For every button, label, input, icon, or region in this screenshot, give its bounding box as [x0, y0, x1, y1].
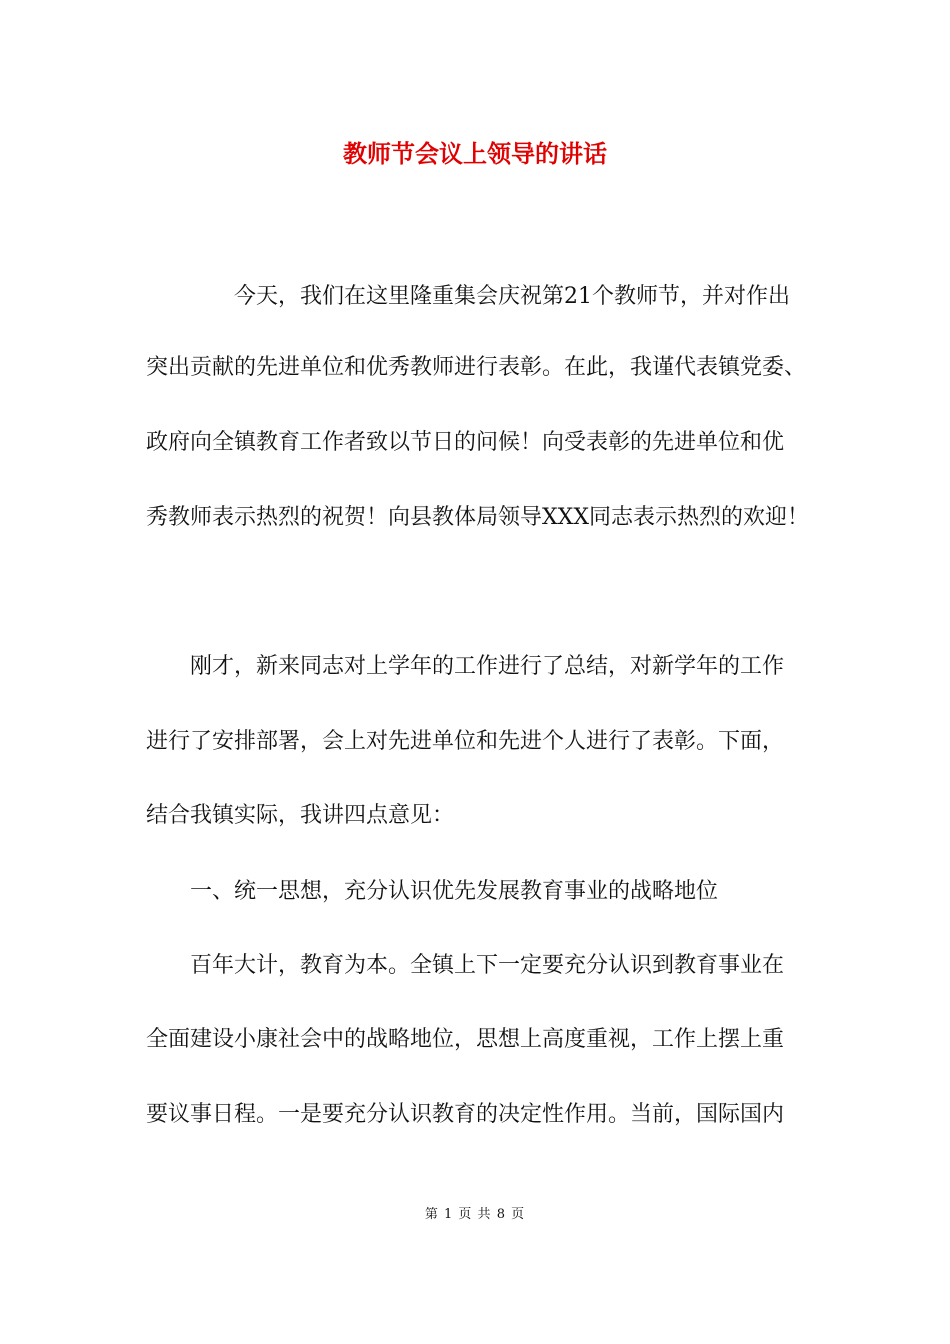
document-title: 教师节会议上领导的讲话	[343, 139, 607, 168]
paragraph-line: 百年大计，教育为本。全镇上下一定要充分认识到教育事业在	[190, 953, 785, 978]
section-heading: 一、统一思想，充分认识优先发展教育事业的战略地位	[190, 879, 719, 904]
paragraph-line: 刚才，新来同志对上学年的工作进行了总结，对新学年的工作	[190, 654, 785, 679]
page-footer: 第 1 页 共 8 页	[424, 1207, 526, 1222]
paragraph-line: 进行了安排部署，会上对先进单位和先进个人进行了表彰。下面，	[146, 729, 785, 754]
paragraph-line: 突出贡献的先进单位和优秀教师进行表彰。在此，我谨代表镇党委、	[146, 355, 807, 380]
paragraph-line: 秀教师表示热烈的祝贺！向县教体局领导XXX同志表示热烈的欢迎！	[146, 505, 809, 530]
paragraph-line: 今天，我们在这里隆重集会庆祝第21个教师节，并对作出	[234, 284, 790, 309]
paragraph-line: 要议事日程。一是要充分认识教育的决定性作用。当前，国际国内	[146, 1102, 785, 1127]
paragraph-line: 结合我镇实际，我讲四点意见：	[146, 803, 455, 828]
paragraph-line: 政府向全镇教育工作者致以节日的问候！向受表彰的先进单位和优	[146, 430, 785, 455]
paragraph-line: 全面建设小康社会中的战略地位，思想上高度重视，工作上摆上重	[146, 1027, 785, 1052]
